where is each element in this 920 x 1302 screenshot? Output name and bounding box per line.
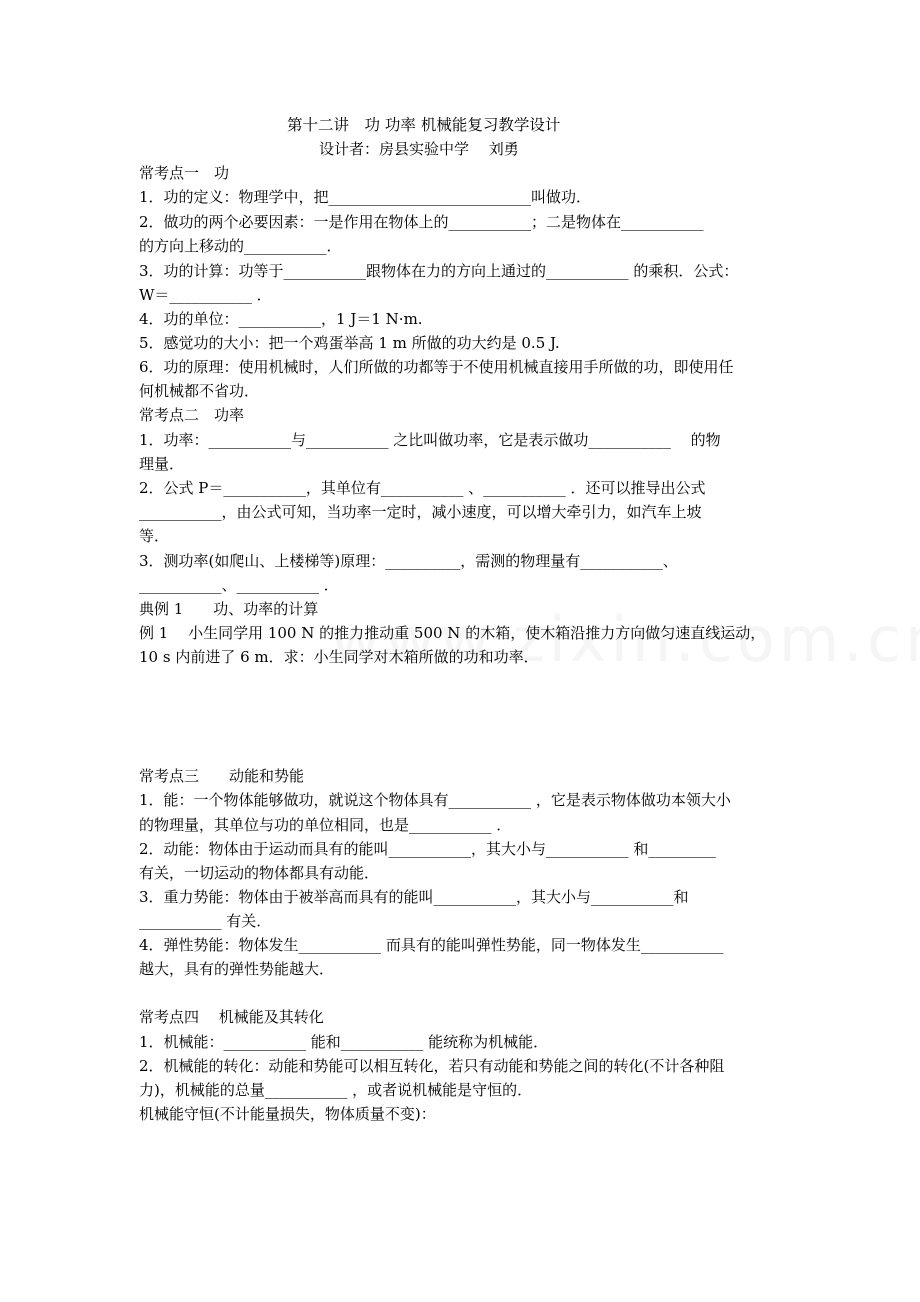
text-line: 理量． bbox=[139, 455, 185, 473]
text-line: 何机械都不省功． bbox=[139, 382, 260, 400]
text-line: 2．机械能的转化：动能和势能可以相互转化，若只有动能和势能之间的转化(不计各种阻 bbox=[139, 1057, 725, 1075]
section-heading: 常考点一 功 bbox=[139, 164, 230, 182]
text-line: 的方向上移动的___________． bbox=[139, 237, 342, 255]
text-line: 的物理量，其单位与功的单位相同，也是___________ ． bbox=[139, 816, 512, 834]
text-line: 2．公式 P＝___________，其单位有___________ 、___________ ．还可以推导出公式 bbox=[139, 479, 706, 497]
document-title: 第十二讲 功 功率 机械能复习教学设计 bbox=[287, 116, 561, 134]
text-line: 机械能守恒(不计能量损失，物体质量不变)： bbox=[139, 1105, 436, 1123]
section-heading: 常考点三 动能和势能 bbox=[139, 767, 305, 785]
text-line: 1．功的定义：物理学中，把___________________________叫做功． bbox=[139, 188, 592, 206]
text-line: 有关，一切运动的物体都具有动能． bbox=[139, 864, 380, 882]
text-line: 4．功的单位：___________，1 J＝1 N·m. bbox=[139, 310, 423, 328]
example-heading: 典例 1 功、功率的计算 bbox=[139, 600, 319, 618]
text-line: 3．测功率(如爬山、上楼梯等)原理：__________，需测的物理量有___________、 bbox=[139, 552, 678, 570]
text-line: 6．功的原理：使用机械时，人们所做的功都等于不使用机械直接用手所做的功，即使用任 bbox=[139, 358, 734, 376]
text-line: 2．做功的两个必要因素：一是作用在物体上的___________；二是物体在___________ bbox=[139, 213, 704, 231]
text-line: 3．重力势能：物体由于被举高而具有的能叫___________，其大小与___________和 bbox=[139, 888, 689, 906]
example-text: 例 1 小生同学用 100 N 的推力推动重 500 N 的木箱，使木箱沿推力方向做匀速直线运动， bbox=[139, 624, 766, 642]
text-line: 等． bbox=[139, 527, 170, 545]
text-line: 2．动能：物体由于运动而具有的能叫___________，其大小与___________ 和_________ bbox=[139, 840, 716, 858]
text-line: 3．功的计算：功等于___________跟物体在力的方向上通过的___________ 的乘积．公式： bbox=[139, 262, 739, 280]
section-heading: 常考点二 功率 bbox=[139, 406, 245, 424]
text-line: 5．感觉功的大小：把一个鸡蛋举高 1 m 所做的功大约是 0.5 J. bbox=[139, 334, 560, 352]
document-author: 设计者：房县实验中学 刘勇 bbox=[319, 140, 519, 158]
text-line: 4．弹性势能：物体发生___________ 而具有的能叫弹性势能，同一物体发生___________ bbox=[139, 936, 724, 954]
text-line: 力)，机械能的总量___________ ，或者说机械能是守恒的． bbox=[139, 1081, 533, 1099]
text-line: ___________，由公式可知，当功率一定时，减小速度，可以增大牵引力，如汽车上坡 bbox=[139, 503, 702, 521]
example-text: 10 s 内前进了 6 m．求：小生同学对木箱所做的功和功率． bbox=[139, 648, 539, 666]
section-heading: 常考点四 机械能及其转化 bbox=[139, 1008, 324, 1026]
text-line: 越大，具有的弹性势能越大． bbox=[139, 960, 335, 978]
text-line: 1．机械能：___________ 能和___________ 能统称为机械能． bbox=[139, 1033, 549, 1051]
text-line: ___________ 有关． bbox=[139, 912, 272, 930]
text-line: ___________、___________ ． bbox=[139, 576, 339, 594]
text-line: 1．功率：___________与___________ 之比叫做功率，它是表示做功___________ 的物 bbox=[139, 431, 721, 449]
text-line: 1．能：一个物体能够做功，就说这个物体具有___________ ，它是表示物体做功本领大小 bbox=[139, 791, 731, 809]
text-line: W＝___________ ． bbox=[139, 286, 272, 304]
